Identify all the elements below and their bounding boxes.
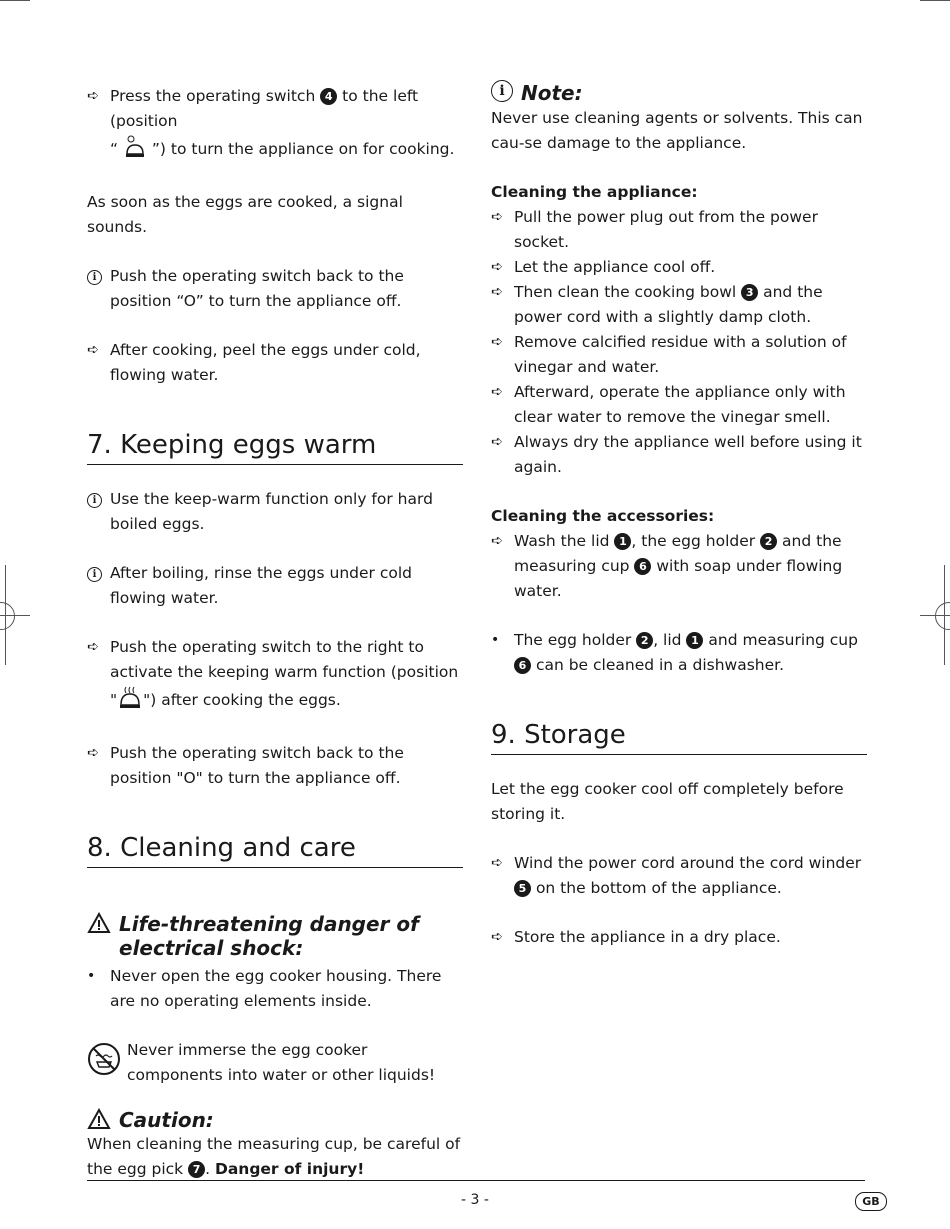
danger-title-text: Life-threatening danger of electrical shock: [119,912,419,960]
caution-text [87,1132,463,1182]
left-column [87,80,463,1182]
step-text: Afterward, operate the appliance only with clear water to remove the vinegar smell. [514,383,846,426]
step-dry [491,430,867,480]
section-title-cleaning: 8. Cleaning and care [87,831,463,868]
step-cool-off [491,255,867,280]
info-push-off [87,264,463,314]
step-unplug [491,205,867,255]
step-text: Then clean the cooking bowl [514,283,737,301]
caution-title-text: Caution: [119,1108,214,1132]
step-peel [87,338,463,388]
bullet-text: Never open the egg cooker housing. There are no operating elements inside. [110,967,442,1010]
callout-number: 7 [188,1161,205,1178]
step-press-switch [87,84,463,166]
callout-number: 6 [514,657,531,674]
info-text: Push the operating switch back to the position “O” to turn the appliance off. [110,267,404,310]
no-immersion-icon [87,1042,121,1084]
registration-vline-left [5,565,6,665]
bullet-text: , lid [653,631,682,649]
arrow-right-icon: ➪ [87,639,99,655]
step-text: and the power cord with a slightly damp cloth. [514,283,823,326]
step-clean-bowl [491,280,867,330]
page-number: - 3 - [461,1192,489,1208]
bullet-text: and measuring cup [708,631,858,649]
step-text: with soap under flowing water. [514,557,843,600]
step-text: on the bottom of the appliance. [535,879,782,897]
step-text: ”) to turn the appliance on for cooking. [151,140,455,158]
warning-triangle-icon [87,912,111,939]
bullet-text: The egg holder [514,631,632,649]
note-heading [491,80,867,106]
caution-heading [87,1108,463,1132]
cooking-symbol-icon [123,134,147,166]
bullet: • [87,968,96,984]
step-wash-lid [491,529,867,604]
info-text: After boiling, rinse the eggs under cold flowing water. [110,564,413,607]
language-badge: GB [855,1192,887,1211]
callout-number: 5 [514,880,531,897]
registration-line-right [920,615,950,616]
callout-number: 1 [686,632,703,649]
crop-mark-tr [920,0,950,1]
arrow-right-icon: ➪ [491,929,503,945]
step-text: Wash the lid [514,532,610,550]
arrow-right-icon: ➪ [491,284,503,300]
callout-number: 2 [760,533,777,550]
crop-mark-tl [0,0,30,1]
arrow-right-icon: ➪ [491,384,503,400]
arrow-right-icon: ➪ [491,334,503,350]
info-icon: i [87,270,102,285]
callout-number: 1 [614,533,631,550]
caution-text-b: . [205,1160,211,1178]
info-rinse [87,561,463,611]
step-text: Push the operating switch to the right to activate the keeping warm function (position " [110,638,459,709]
step-calcified [491,330,867,380]
step-text: Press the operating switch [110,87,316,105]
arrow-right-icon: ➪ [87,745,99,761]
step-text: ") after cooking the eggs. [143,691,341,709]
caution-bold-text: Danger of injury! [214,1160,365,1178]
info-text: Use the keep-warm function only for hard boiled eggs. [110,490,433,533]
callout-number: 3 [741,284,758,301]
step-text: and the measuring cup [514,532,842,575]
step-push-off-2 [87,741,463,791]
step-text: , the egg holder [631,532,756,550]
step-text: Push the operating switch back to the position "O" to turn the appliance off. [110,744,404,787]
step-push-right [87,635,463,717]
never-immerse [87,1038,463,1088]
callout-number: 6 [634,558,651,575]
cleaning-accessories-title: Cleaning the accessories: [491,507,715,525]
registration-vline-right [944,565,945,665]
immerse-text: Never immerse the egg cooker components into water or other liquids! [127,1041,436,1084]
info-icon: i [87,567,102,582]
step-text: Remove calcified residue with a solution of vinegar and water. [514,333,847,376]
storage-text: Let the egg cooker cool off completely before storing it. [491,780,844,823]
arrow-right-icon: ➪ [491,259,503,275]
danger-heading [87,912,463,960]
info-icon: i [491,80,513,102]
step-store-dry [491,925,867,950]
bullet-text: can be cleaned in a dishwasher. [535,656,785,674]
step-text: After cooking, peel the eggs under cold, flowing water. [110,341,421,384]
step-text: Always dry the appliance well before using it again. [514,433,862,476]
registration-mark-right [935,602,950,630]
signal-text: As soon as the eggs are cooked, a signal sounds. [87,193,403,236]
note-title-text: Note: [521,81,583,105]
section-title-keeping-warm: 7. Keeping eggs warm [87,428,463,465]
step-text: Pull the power plug out from the power socket. [514,208,818,251]
info-icon: i [87,493,102,508]
caution-text-a: When cleaning the measuring cup, be careful of the egg pick [87,1135,461,1178]
warning-triangle-icon [87,1108,111,1135]
step-clear-water [491,380,867,430]
keep-warm-symbol-icon [117,685,143,717]
arrow-right-icon: ➪ [491,209,503,225]
bullet-never-open [87,964,463,1014]
arrow-right-icon: ➪ [87,88,99,104]
step-text: “ [110,140,119,158]
bullet-dishwasher [491,628,867,678]
right-column [491,80,867,950]
arrow-right-icon: ➪ [491,855,503,871]
bullet: • [491,632,500,648]
cleaning-appliance-title: Cleaning the appliance: [491,183,698,201]
section-title-storage: 9. Storage [491,718,867,755]
footer-divider [87,1180,865,1181]
arrow-right-icon: ➪ [491,533,503,549]
step-text: Store the appliance in a dry place. [514,928,781,946]
note-text: Never use cleaning agents or solvents. This can cau-se damage to the appliance. [491,109,863,152]
callout-number: 4 [320,88,337,105]
info-keepwarm [87,487,463,537]
arrow-right-icon: ➪ [491,434,503,450]
registration-mark-left [0,602,15,630]
callout-number: 2 [636,632,653,649]
step-text: Wind the power cord around the cord winder [514,854,862,872]
step-text: to the left (position [110,87,419,130]
step-wind-cord [491,851,867,901]
arrow-right-icon: ➪ [87,342,99,358]
step-text: Let the appliance cool off. [514,258,716,276]
